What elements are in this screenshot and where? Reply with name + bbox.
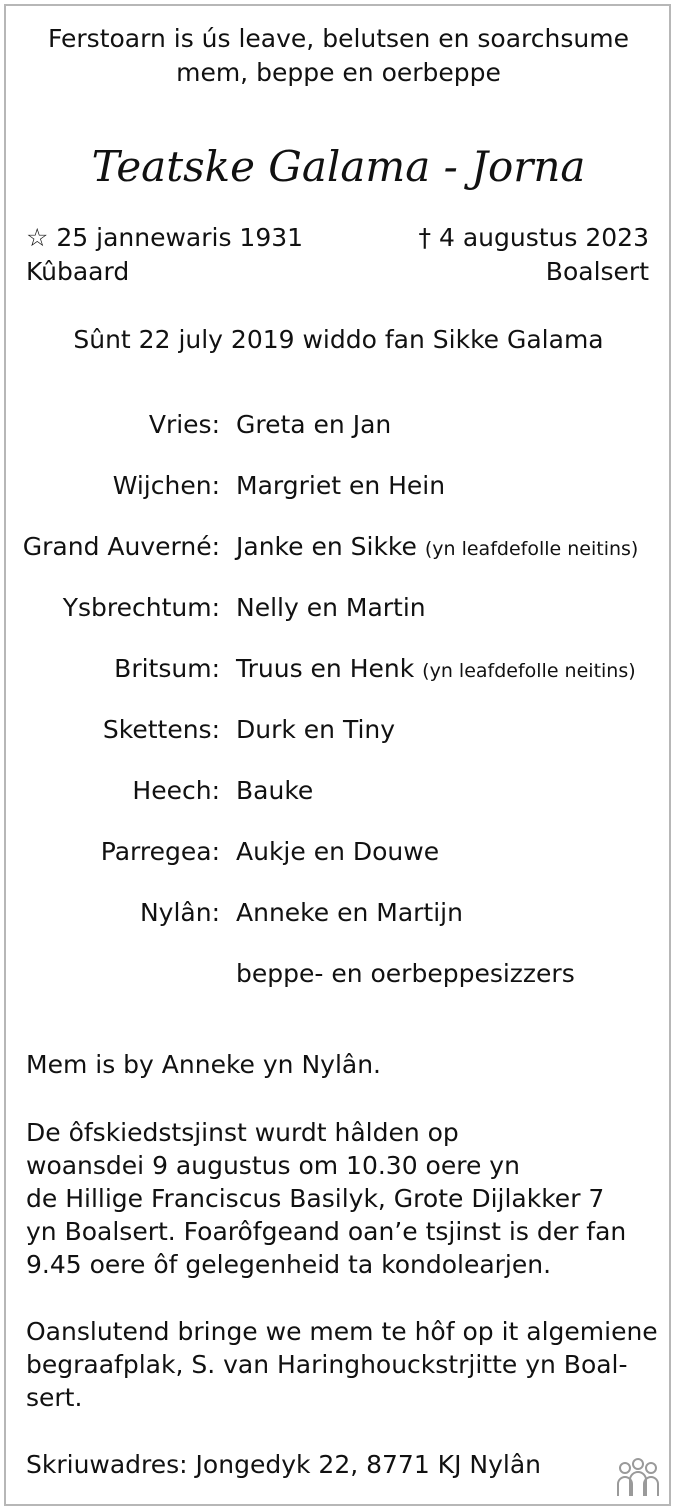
deceased-name: Teatske Galama - Jorna — [91, 142, 586, 191]
address-line — [26, 1448, 656, 1481]
cross-icon: † — [418, 223, 432, 252]
location-text: Mem is by Anneke yn Nylân. — [26, 1050, 382, 1079]
family-place: Wijchen: — [112, 471, 220, 500]
family-names-text: Nelly en Martin — [236, 593, 426, 622]
family-names — [236, 530, 638, 566]
burial-paragraph — [26, 1315, 656, 1414]
family-note: (yn leafdefolle neitins) — [424, 538, 639, 560]
service-line: 9.45 oere ôf gelegenheid ta kondolearjen. — [26, 1250, 552, 1279]
family-names — [236, 713, 395, 747]
widow-line: Sûnt 22 july 2019 widdo fan Sikke Galama — [73, 325, 604, 354]
people-group-icon — [615, 1456, 661, 1498]
death-date — [419, 221, 649, 255]
family-names — [236, 591, 426, 625]
service-line: De ôfskiedstsjinst wurdt hâlden op — [26, 1118, 459, 1147]
burial-line: sert. — [26, 1383, 83, 1412]
family-names-text: Truus en Henk — [236, 654, 415, 683]
family-note: (yn leafdefolle neitins) — [422, 660, 636, 682]
intro-line-2: mem, beppe en oerbeppe — [176, 58, 501, 87]
service-paragraph — [26, 1116, 656, 1281]
birth-date — [26, 221, 303, 255]
intro-line-1: Ferstoarn is ús leave, belutsen en soarchsume — [48, 24, 629, 53]
family-names — [236, 835, 439, 869]
family-place: Parregea: — [100, 837, 220, 866]
address-text: Skriuwadres: Jongedyk 22, 8771 KJ Nylân — [26, 1450, 542, 1479]
service-line: yn Boalsert. Foarôfgeand oan’e tsjinst is der fan — [26, 1217, 627, 1246]
burial-line: begraafplak, S. van Haringhouckstrjitte yn Boal- — [26, 1350, 628, 1379]
location-line — [26, 1048, 656, 1081]
family-place: Vries: — [148, 410, 220, 439]
family-names-text: Aukje en Douwe — [236, 837, 440, 866]
star-icon: ☆ — [26, 223, 49, 252]
family-place: Nylân: — [139, 898, 220, 927]
family-names — [236, 469, 445, 503]
birth-date-text: 25 jannewaris 1931 — [56, 223, 304, 252]
family-names-text: Bauke — [236, 776, 314, 805]
family-names — [236, 408, 391, 442]
family-names-text: Greta en Jan — [236, 410, 392, 439]
death-date-text: 4 augustus 2023 — [439, 223, 649, 252]
family-place: Heech: — [132, 776, 220, 805]
family-place: Ysbrechtum: — [62, 593, 220, 622]
service-line: de Hillige Franciscus Basilyk, Grote Dijlakker 7 — [26, 1184, 605, 1213]
family-names-text: beppe- en oerbeppesizzers — [236, 959, 575, 988]
family-place: Grand Auverné: — [22, 532, 220, 561]
family-names — [236, 774, 313, 808]
service-line: woansdei 9 augustus om 10.30 oere yn — [26, 1151, 520, 1180]
family-names-text: Janke en Sikke — [236, 532, 417, 561]
family-names — [236, 896, 463, 930]
family-names — [236, 957, 575, 991]
burial-line: Oanslutend bringe we mem te hôf op it algemiene — [26, 1317, 658, 1346]
family-names — [236, 652, 636, 688]
death-place: Boalsert — [545, 257, 649, 286]
family-place: Britsum: — [114, 654, 220, 683]
family-names-text: Margriet en Hein — [236, 471, 446, 500]
family-place: Skettens: — [102, 715, 220, 744]
family-names-text: Anneke en Martijn — [236, 898, 463, 927]
family-names-text: Durk en Tiny — [236, 715, 396, 744]
birth-place: Kûbaard — [26, 257, 130, 286]
